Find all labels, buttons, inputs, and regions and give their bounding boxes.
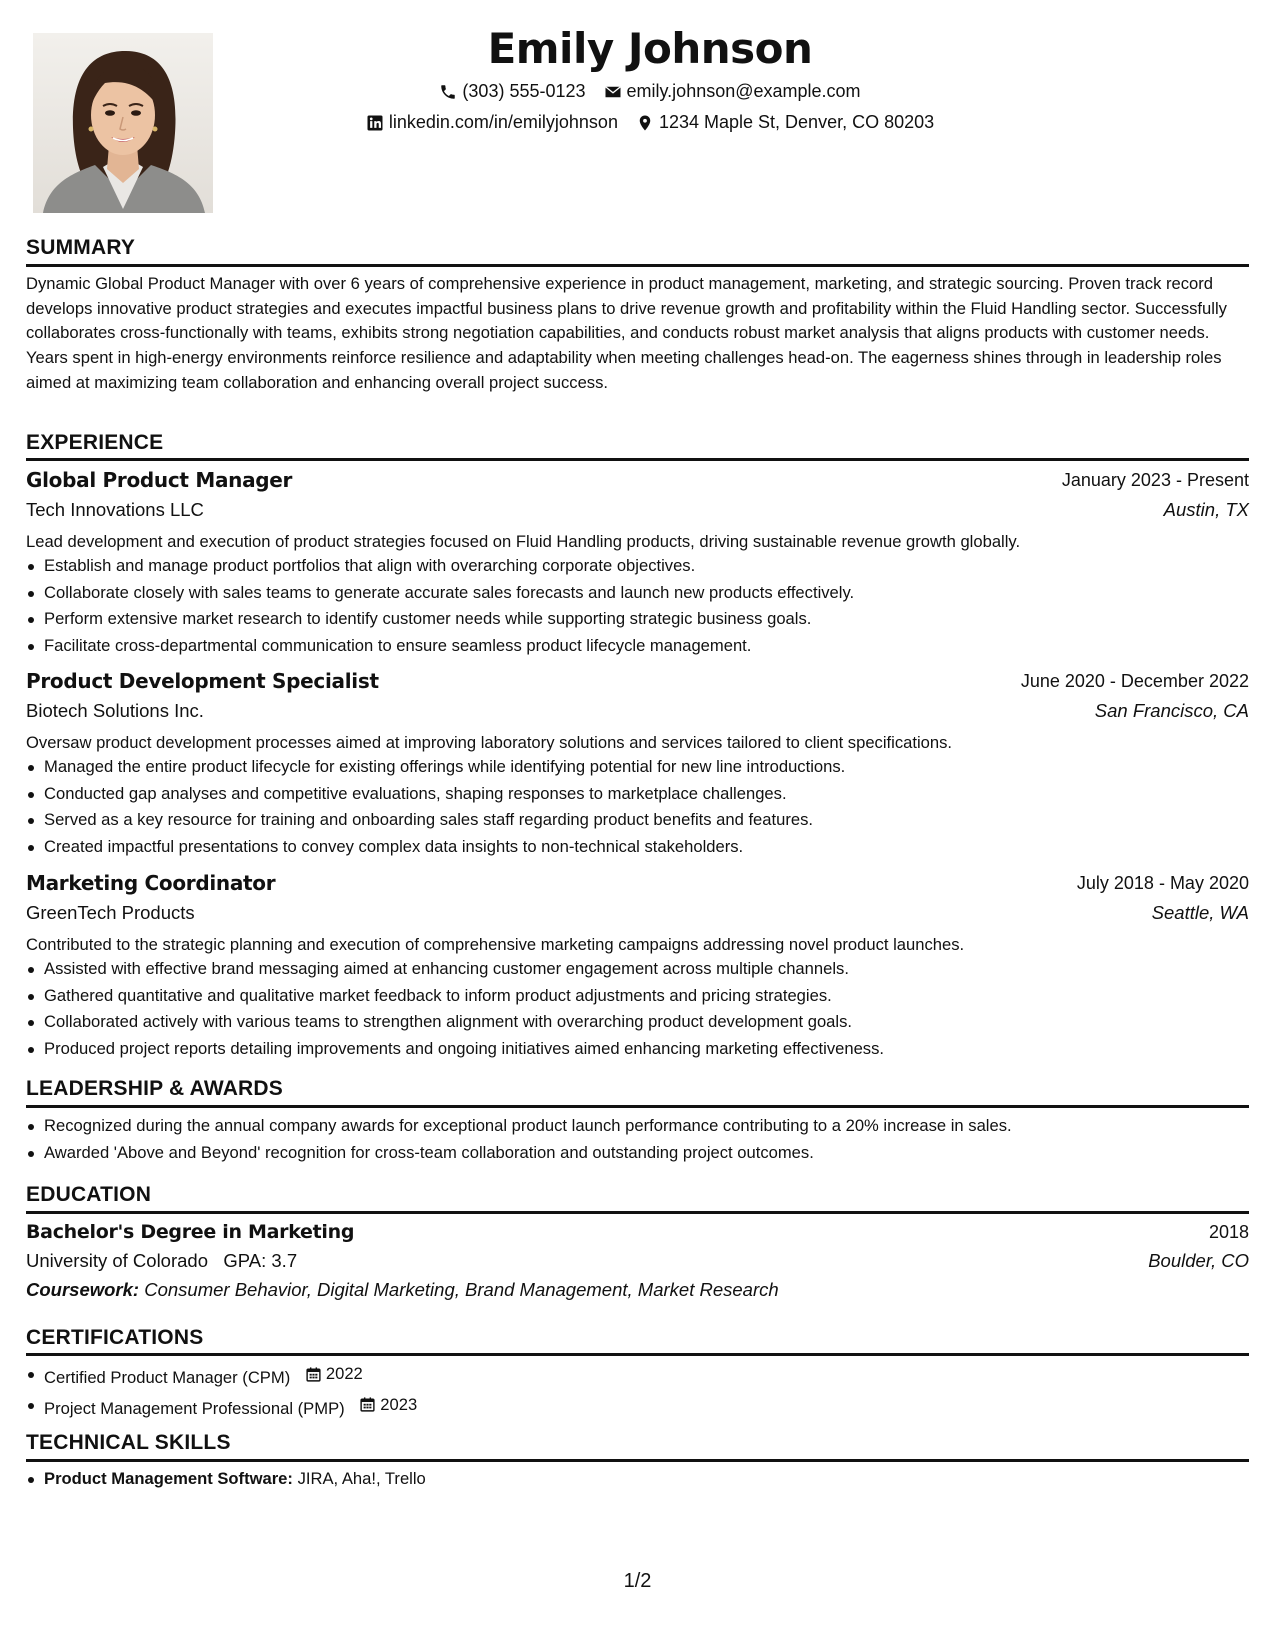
list-item — [44, 1392, 1244, 1423]
certification-list — [44, 1361, 1244, 1422]
job-description: Lead development and execution of product strategies focused on Fluid Handling products, driving sustainable revenue growth globally. — [26, 532, 1021, 551]
section-divider — [26, 264, 1249, 267]
job-title: Product Development Specialist — [26, 669, 379, 693]
profile-photo — [33, 33, 213, 213]
section-title-leadership: LEADERSHIP & AWARDS — [26, 1077, 283, 1100]
job-description: Contributed to the strategic planning and execution of comprehensive marketing campaigns addressing novel product launches. — [26, 935, 965, 954]
map-pin-icon — [636, 114, 654, 132]
job-company: Tech Innovations LLC — [26, 499, 204, 520]
cert-year: 2023 — [380, 1394, 418, 1414]
section-title-summary: SUMMARY — [26, 236, 136, 259]
job-dates: July 2018 - May 2020 — [1076, 873, 1249, 893]
cert-year: 2022 — [325, 1364, 363, 1383]
list-item: Conducted gap analyses and competitive evaluations, shaping responses to marketplace challenges. — [44, 781, 1244, 808]
school-line — [26, 1248, 297, 1274]
degree-title: Bachelor's Degree in Marketing — [26, 1221, 355, 1243]
list-item — [44, 1466, 1244, 1493]
section-title-skills: TECHNICAL SKILLS — [26, 1431, 231, 1454]
phone-number: (303) 555-0123 — [462, 81, 586, 101]
graduation-year: 2018 — [1208, 1222, 1249, 1242]
contact-line-1 — [300, 76, 1000, 107]
skills-list — [44, 1466, 1244, 1493]
section-divider — [26, 1459, 1249, 1462]
contact-address — [636, 107, 934, 138]
cert-date — [305, 1361, 363, 1388]
calendar-icon — [305, 1366, 322, 1383]
contact-linkedin[interactable] — [366, 107, 618, 138]
list-item: Served as a key resource for training and onboarding sales staff regarding product benefits and features. — [44, 807, 1244, 834]
job-company: Biotech Solutions Inc. — [26, 700, 204, 721]
section-divider — [26, 1211, 1249, 1214]
gpa: GPA: 3.7 — [223, 1250, 298, 1271]
phone-icon — [439, 83, 457, 101]
coursework-list: Consumer Behavior, Digital Marketing, Brand Management, Market Research — [144, 1279, 779, 1300]
list-item: Perform extensive market research to identify customer needs while supporting strategic business goals. — [44, 606, 1244, 633]
contact-phone — [439, 76, 585, 107]
list-item: Gathered quantitative and qualitative market feedback to inform product adjustments and pricing strategies. — [44, 983, 1244, 1010]
section-divider — [26, 1353, 1249, 1356]
job-company: GreenTech Products — [26, 902, 195, 923]
coursework-label: Coursework: — [26, 1279, 140, 1300]
section-divider — [26, 1105, 1249, 1108]
contact-email[interactable] — [604, 76, 861, 107]
job-location: Seattle, WA — [1151, 902, 1249, 923]
list-item: Recognized during the annual company awards for exceptional product launch performance contributing to a 20% increase in sales. — [44, 1113, 1244, 1140]
envelope-icon — [604, 83, 622, 101]
list-item: Produced project reports detailing improvements and ongoing initiatives aimed enhancing marketing effectiveness. — [44, 1036, 1244, 1063]
list-item: Facilitate cross-departmental communication to ensure seamless product lifecycle management. — [44, 633, 1244, 660]
summary-text: Dynamic Global Product Manager with over 6 years of comprehensive experience in product management, marketing, and strategic sourcing. Proven track record develops innovative product strategies and executes impactful business plans to drive revenue growth and profitability within the Fluid Handling sector. Successfully collaborates cross-functionally with teams, exhibits strong negotiation capabilities, and conducts robust market analysis that aligns products with customer needs. Years spent in high-energy environments reinforce resilience and adaptability when meeting challenges head-on. The eagerness shines through in leadership roles aimed at maximizing team collaboration and enhancing overall project success. — [26, 274, 1227, 392]
section-title-education: EDUCATION — [26, 1183, 152, 1206]
list-item: Awarded 'Above and Beyond' recognition for cross-team collaboration and outstanding project outcomes. — [44, 1140, 1244, 1167]
linkedin-icon — [366, 114, 384, 132]
list-item: Collaborate closely with sales teams to generate accurate sales forecasts and launch new products effectively. — [44, 580, 1244, 607]
list-item: Managed the entire product lifecycle for existing offerings while identifying potential for new line introductions. — [44, 754, 1244, 781]
job-location: Austin, TX — [1163, 499, 1249, 520]
list-item: Assisted with effective brand messaging aimed at enhancing customer engagement across multiple channels. — [44, 956, 1244, 983]
linkedin-url[interactable]: linkedin.com/in/emilyjohnson — [388, 112, 618, 132]
section-divider — [26, 458, 1249, 461]
cert-name: Project Management Professional (PMP) — [44, 1398, 345, 1418]
cert-date — [359, 1392, 417, 1419]
contact-line-2 — [300, 107, 1000, 138]
job-title: Marketing Coordinator — [26, 871, 276, 895]
candidate-name: Emily Johnson — [487, 24, 813, 73]
job-dates: June 2020 - December 2022 — [1020, 671, 1249, 691]
page-number: 1/2 — [623, 1570, 652, 1592]
section-title-experience: EXPERIENCE — [26, 431, 164, 454]
section-title-certifications: CERTIFICATIONS — [26, 1326, 204, 1349]
job-dates: January 2023 - Present — [1061, 470, 1249, 490]
job-bullets — [44, 754, 1244, 861]
cert-name: Certified Product Manager (CPM) — [44, 1367, 291, 1387]
list-item: Establish and manage product portfolios that align with overarching corporate objectives. — [44, 553, 1244, 580]
email-address[interactable]: emily.johnson@example.com — [626, 81, 861, 101]
school-name: University of Colorado — [26, 1250, 208, 1271]
skill-value: JIRA, Aha!, Trello — [297, 1469, 426, 1488]
job-bullets — [44, 956, 1244, 1063]
resume-header — [300, 22, 1000, 138]
job-location: San Francisco, CA — [1094, 700, 1249, 721]
job-title: Global Product Manager — [26, 468, 293, 492]
list-item: Created impactful presentations to convey complex data insights to non-technical stakeholders. — [44, 834, 1244, 861]
street-address: 1234 Maple St, Denver, CO 80203 — [658, 112, 935, 132]
list-item: Collaborated actively with various teams to strengthen alignment with overarching product development goals. — [44, 1009, 1244, 1036]
list-item — [44, 1361, 1244, 1392]
calendar-icon — [359, 1396, 376, 1413]
job-bullets — [44, 553, 1244, 660]
leadership-list — [44, 1113, 1244, 1166]
job-description: Oversaw product development processes aimed at improving laboratory solutions and services tailored to client specifications. — [26, 733, 953, 752]
school-location: Boulder, CO — [1148, 1250, 1249, 1271]
skill-label: Product Management Software: — [44, 1469, 293, 1488]
coursework-line — [26, 1277, 779, 1303]
